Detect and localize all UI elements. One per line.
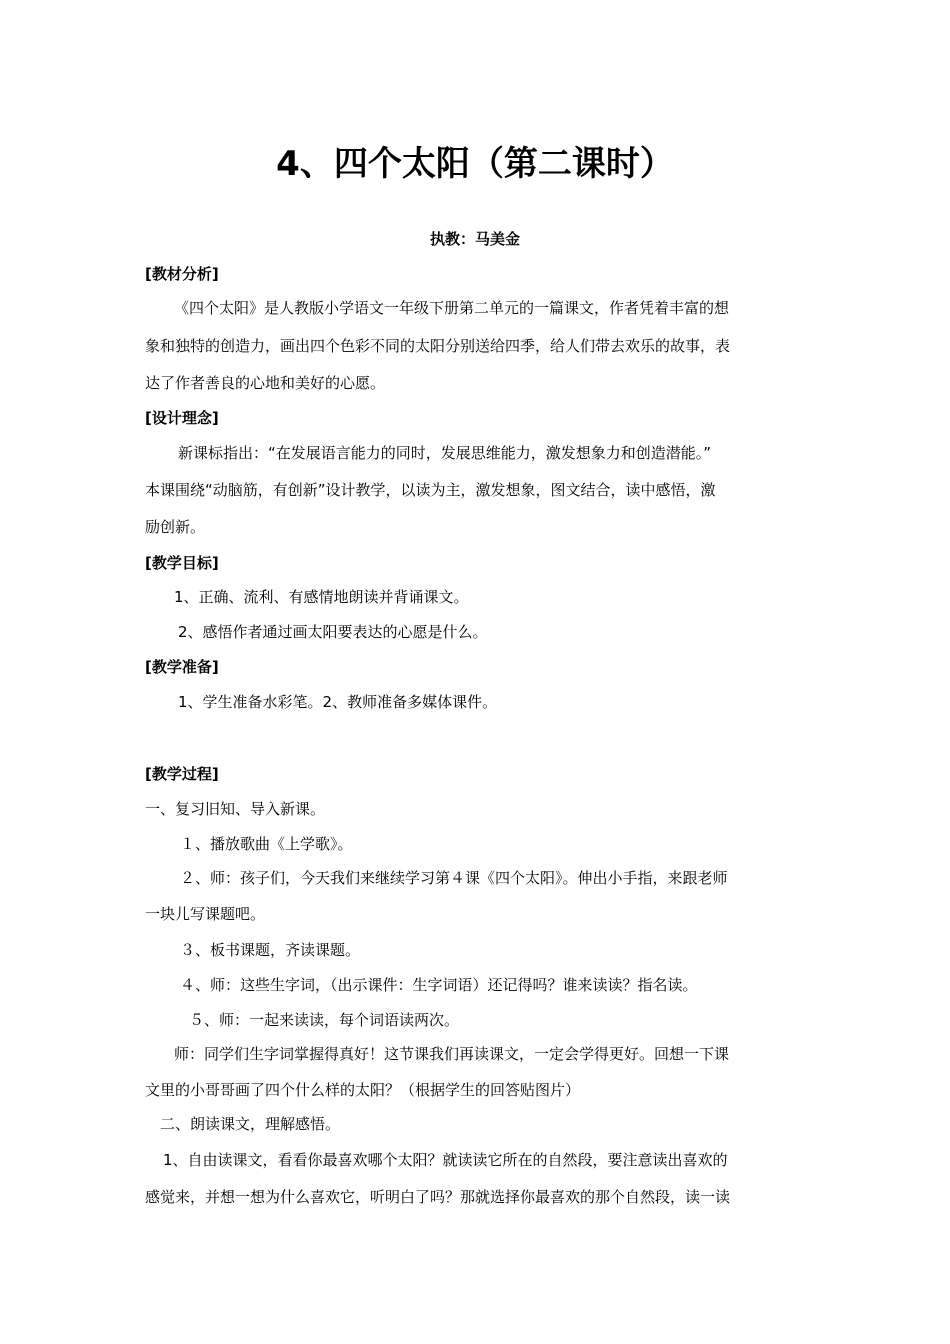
process-line: ５、师：一起来读读，每个词语读两次。 xyxy=(189,1011,460,1029)
author-line: 执教：马美金 xyxy=(429,230,520,248)
process-line: 感觉来，并想一想为什么喜欢它，听明白了吗？那就选择你最喜欢的那个自然段，读一读 xyxy=(145,1188,731,1206)
process-line: 一块儿写课题吧。 xyxy=(145,905,266,923)
concept-line: 新课标指出：“在发展语言能力的同时，发展思维能力，激发想象力和创造潜能。” xyxy=(178,444,712,462)
analysis-line: 达了作者善良的心地和美好的心愿。 xyxy=(145,374,386,392)
prep-line: 1、学生准备水彩笔。2、教师准备多媒体课件。 xyxy=(178,693,498,711)
document-title: 4、四个太阳（第二课时） xyxy=(276,144,674,184)
goals-line: 2、感悟作者通过画太阳要表达的心愿是什么。 xyxy=(178,623,488,641)
analysis-line: 《四个太阳》是人教版小学语文一年级下册第二单元的一篇课文，作者凭着丰富的想 xyxy=(174,299,730,317)
process-line: 1、自由读课文，看看你最喜欢哪个太阳？就读读它所在的自然段，要注意读出喜欢的 xyxy=(163,1151,728,1169)
concept-line: 本课围绕“动脑筋，有创新”设计教学，以读为主，激发想象，图文结合，读中感悟，激 xyxy=(145,481,716,499)
heading-prep: [教学准备] xyxy=(145,658,219,676)
process-line: 文里的小哥哥画了四个什么样的太阳？（根据学生的回答贴图片） xyxy=(145,1081,581,1099)
heading-analysis: [教材分析] xyxy=(145,265,219,283)
heading-goals: [教学目标] xyxy=(145,554,219,572)
process-line: 师：同学们生字词掌握得真好！这节课我们再读课文，一定会学得更好。回想一下课 xyxy=(174,1045,730,1063)
process-line: １、播放歌曲《上学歌》。 xyxy=(180,835,353,853)
process-line: ３、板书课题，齐读课题。 xyxy=(180,941,361,959)
heading-concept: [设计理念] xyxy=(145,409,219,427)
analysis-line: 象和独特的创造力，画出四个色彩不同的太阳分别送给四季，给人们带去欢乐的故事，表 xyxy=(145,337,731,355)
process-line: ４、师：这些生字词，（出示课件：生字词语）还记得吗？谁来读读？指名读。 xyxy=(180,976,698,994)
process-line: 二、朗读课文，理解感悟。 xyxy=(160,1115,341,1133)
goals-line: 1、正确、流利、有感情地朗读并背诵课文。 xyxy=(174,588,469,606)
process-line: 一、复习旧知、导入新课。 xyxy=(145,800,326,818)
process-line: ２、师：孩子们，今天我们来继续学习第４课《四个太阳》。伸出小手指，来跟老师 xyxy=(180,869,728,887)
heading-process: [教学过程] xyxy=(145,765,219,783)
concept-line: 励创新。 xyxy=(145,518,206,536)
